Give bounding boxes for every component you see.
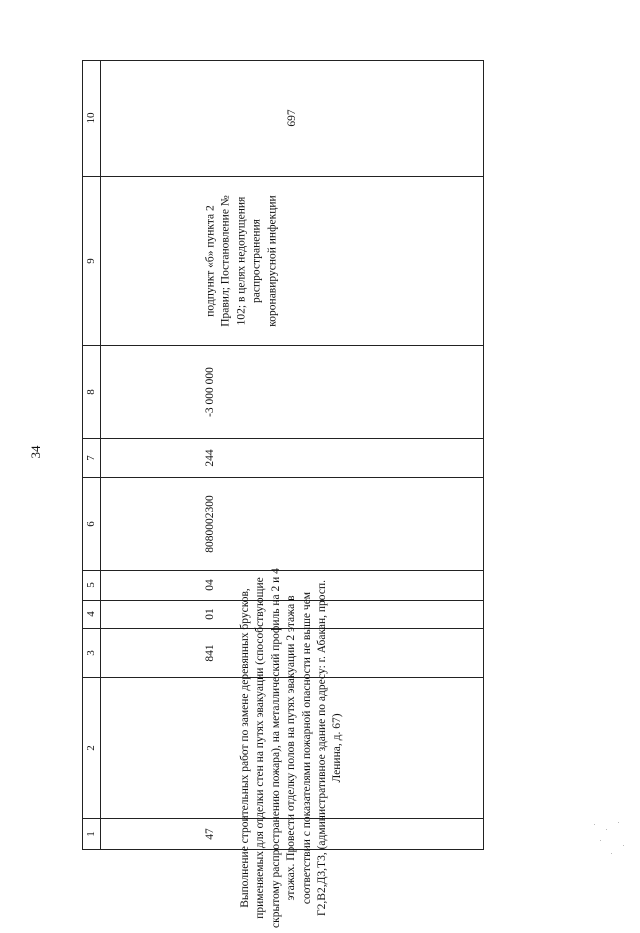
cell-col9-basis: подпункт «б» пункта 2 Правил; Постановление № 102; в целях недопущения распространения коронавирусной инфекции: [203, 194, 278, 327]
cell-col10-value: 697: [285, 109, 298, 127]
header-col-10: 10: [85, 112, 97, 124]
header-col-3: 3: [85, 649, 97, 656]
cell-col8-amount: -3 000 000: [203, 366, 216, 417]
scan-specks: [592, 820, 632, 860]
cell-col1-number: 47: [203, 827, 216, 840]
cell-col7-code: 244: [203, 448, 216, 467]
header-col-8: 8: [85, 388, 97, 395]
header-col-5: 5: [85, 582, 97, 588]
header-col-4: 4: [85, 611, 97, 617]
cell-col2-description: Выполнение строительных работ по замене деревянных брусков, применяемых для отделки стен на путях эвакуации (способствующие скрытому распространению пожара), на металлический профиль на 2 и 4 этажах. Провести отделку полов на путях эвакуации 2 этажа в соответствии с показателями пожарной опасности не выше чем Г2,В2,Д3,Т3, (административное здание по адресу: г. Абакан, просп. Ленина, д. 67): [238, 567, 344, 928]
budget-table: [82, 60, 484, 928]
header-col-2: 2: [85, 744, 97, 751]
cell-col3-code: 841: [203, 643, 216, 662]
header-col-9: 9: [85, 257, 97, 264]
header-col-7: 7: [85, 454, 97, 461]
cell-col6-code: 8080002300: [203, 494, 216, 553]
page-number: 34: [28, 445, 43, 459]
cell-col4-code: 01: [203, 608, 216, 620]
cell-col5-code: 04: [203, 579, 216, 591]
header-col-6: 6: [85, 520, 97, 527]
header-col-1: 1: [85, 830, 97, 837]
